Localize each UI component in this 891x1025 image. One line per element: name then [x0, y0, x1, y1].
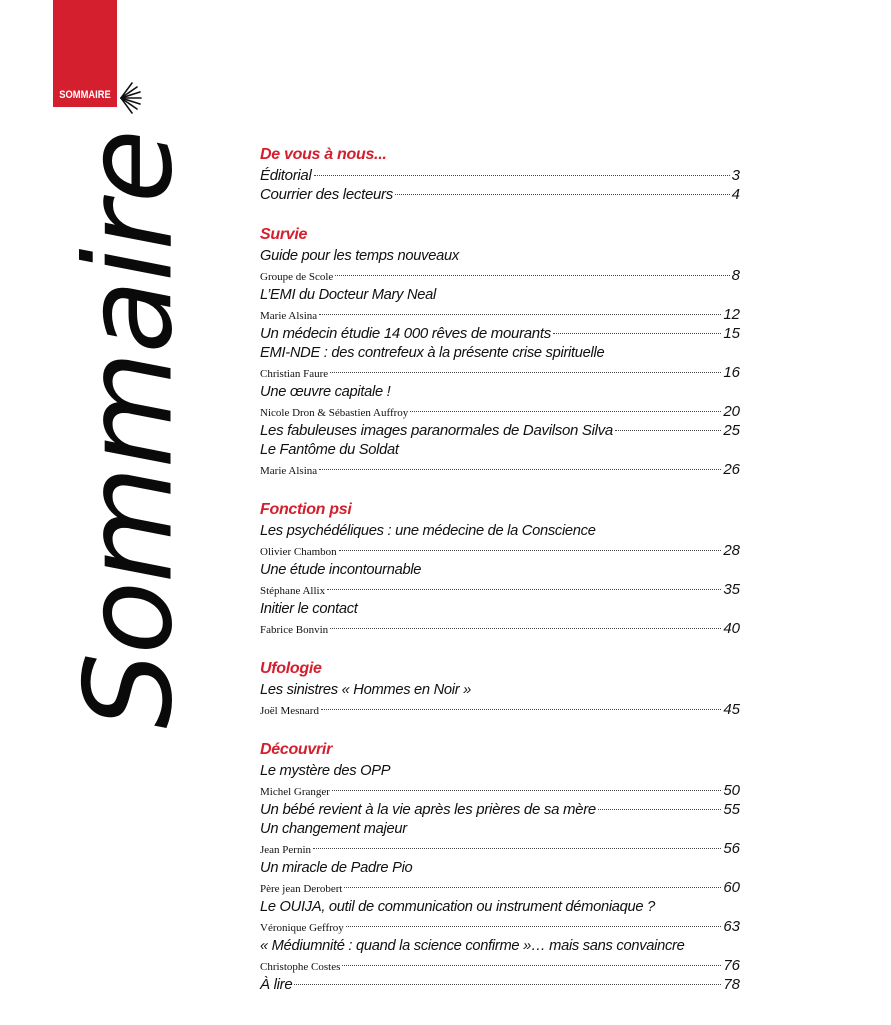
toc-entry-line [260, 956, 740, 975]
entry-author: Olivier Chambon [260, 546, 337, 558]
toc-entry [260, 761, 740, 800]
toc-entry [260, 936, 740, 975]
section-title: Fonction psi [260, 501, 352, 518]
toc-entry-line [260, 619, 740, 638]
toc-entry-line [260, 975, 740, 994]
toc-section [260, 739, 740, 994]
dot-leader [339, 550, 722, 551]
entry-title: Une étude incontournable [260, 561, 422, 578]
dot-leader [344, 887, 721, 888]
toc-entry-line [260, 363, 740, 382]
entry-title: Les sinistres « Hommes en Noir » [260, 681, 471, 698]
entry-title: Le Fantôme du Soldat [260, 441, 399, 458]
entry-author: Marie Alsina [260, 310, 318, 322]
sunburst-icon [118, 80, 158, 116]
entry-author: Groupe de Scole [260, 271, 334, 283]
entry-author: Fabrice Bonvin [260, 624, 329, 636]
entry-title: Une œuvre capitale ! [260, 383, 391, 400]
toc-entry-line [260, 700, 740, 719]
toc-entry-line [260, 166, 740, 185]
page-number: 20 [723, 403, 740, 420]
page-number: 35 [723, 581, 740, 598]
entry-author: Marie Alsina [260, 465, 318, 477]
page-number: 78 [723, 976, 740, 993]
dot-leader [330, 628, 721, 629]
toc-entry [260, 800, 740, 819]
entry-title: Les psychédéliques : une médecine de la Conscience [260, 522, 596, 539]
page-number: 4 [731, 186, 740, 203]
toc-entry-line [260, 324, 740, 343]
entry-author: Père jean Derobert [260, 883, 343, 895]
section-title: Ufologie [260, 660, 322, 677]
toc-entry-line [260, 421, 740, 440]
toc-entry [260, 343, 740, 382]
entry-title: Un médecin étudie 14 000 rêves de mourants [260, 325, 551, 342]
section-title: De vous à nous... [260, 146, 387, 163]
entry-title: Les fabuleuses images paranormales de Davilson Silva [260, 422, 613, 439]
dot-leader [313, 848, 721, 849]
vertical-title [60, 120, 200, 740]
dot-leader [314, 175, 730, 176]
section-title: Découvrir [260, 741, 332, 758]
page-number: 12 [723, 306, 740, 323]
page-number: 56 [723, 840, 740, 857]
toc-section [260, 224, 740, 479]
dot-leader [346, 926, 722, 927]
entry-author: Stéphane Allix [260, 585, 326, 597]
page-number: 25 [723, 422, 740, 439]
dot-leader [410, 411, 721, 412]
entry-author: Nicole Dron & Sébastien Auffroy [260, 407, 409, 419]
toc-entry-line [260, 541, 740, 560]
toc-entry-line [260, 460, 740, 479]
entry-author: Véronique Geffroy [260, 922, 344, 934]
toc-entry-line [260, 185, 740, 204]
section-title: Survie [260, 226, 308, 243]
dot-leader [330, 372, 721, 373]
entry-title: EMI-NDE : des contrefeux à la présente crise spirituelle [260, 344, 605, 361]
toc-entry [260, 521, 740, 560]
entry-title: Éditorial [260, 167, 312, 184]
entry-author: Michel Granger [260, 786, 330, 798]
toc-entry-line [260, 878, 740, 897]
toc-entry-line [260, 839, 740, 858]
toc-entry [260, 975, 740, 994]
entry-author: Jean Pernin [260, 844, 312, 856]
page-number: 63 [723, 918, 740, 935]
toc-entry-line [260, 266, 740, 285]
toc-entry [260, 166, 740, 185]
toc-entry [260, 897, 740, 936]
toc-entry [260, 560, 740, 599]
toc-entry [260, 819, 740, 858]
toc-entry-line [260, 580, 740, 599]
dot-leader [615, 430, 721, 431]
toc-entry [260, 185, 740, 204]
dot-leader [553, 333, 721, 334]
page-number: 15 [723, 325, 740, 342]
toc-entry-line [260, 781, 740, 800]
entry-title: À lire [260, 976, 293, 993]
page-number: 76 [723, 957, 740, 974]
entry-title: Courrier des lecteurs [260, 186, 393, 203]
toc-entry [260, 324, 740, 343]
entry-title: Un changement majeur [260, 820, 407, 837]
sommaire-tab [53, 0, 117, 107]
entry-title: « Médiumnité : quand la science confirme »… mais sans convaincre [260, 937, 685, 954]
page-number: 50 [723, 782, 740, 799]
page-number: 3 [731, 167, 740, 184]
toc-entry-line [260, 305, 740, 324]
entry-author: Christophe Costes [260, 961, 341, 973]
entry-title: Le mystère des OPP [260, 762, 391, 779]
toc-section [260, 658, 740, 719]
dot-leader [294, 984, 721, 985]
entry-title: Guide pour les temps nouveaux [260, 247, 459, 264]
toc-entry [260, 680, 740, 719]
dot-leader [319, 314, 721, 315]
dot-leader [342, 965, 721, 966]
page-number: 28 [723, 542, 740, 559]
page-number: 55 [723, 801, 740, 818]
toc-entry [260, 246, 740, 285]
page-number: 16 [723, 364, 740, 381]
entry-title: Le OUIJA, outil de communication ou instrument démoniaque ? [260, 898, 655, 915]
entry-title: Un miracle de Padre Pio [260, 859, 413, 876]
page-number: 45 [723, 701, 740, 718]
toc-entry-line [260, 800, 740, 819]
toc-entry [260, 421, 740, 440]
toc-section [260, 144, 740, 204]
dot-leader [321, 709, 721, 710]
dot-leader [335, 275, 729, 276]
entry-title: L’EMI du Docteur Mary Neal [260, 286, 437, 303]
dot-leader [332, 790, 721, 791]
dot-leader [319, 469, 721, 470]
entry-author: Joël Mesnard [260, 705, 319, 717]
page-number: 60 [723, 879, 740, 896]
toc-entry-line [260, 402, 740, 421]
toc-section [260, 499, 740, 638]
page-number: 40 [723, 620, 740, 637]
toc-entry-line [260, 917, 740, 936]
toc-entry [260, 440, 740, 479]
page-number: 26 [723, 461, 740, 478]
tab-label: SOMMAIRE [59, 89, 111, 101]
entry-title: Un bébé revient à la vie après les prières de sa mère [260, 801, 596, 818]
table-of-contents [260, 144, 740, 1014]
entry-author: Christian Faure [260, 368, 329, 380]
dot-leader [395, 194, 730, 195]
toc-entry [260, 285, 740, 324]
dot-leader [598, 809, 721, 810]
page-number: 8 [731, 267, 740, 284]
vertical-title-text: Sommaire [60, 131, 200, 729]
entry-title: Initier le contact [260, 600, 358, 617]
toc-entry [260, 599, 740, 638]
dot-leader [327, 589, 721, 590]
toc-entry [260, 858, 740, 897]
toc-entry [260, 382, 740, 421]
